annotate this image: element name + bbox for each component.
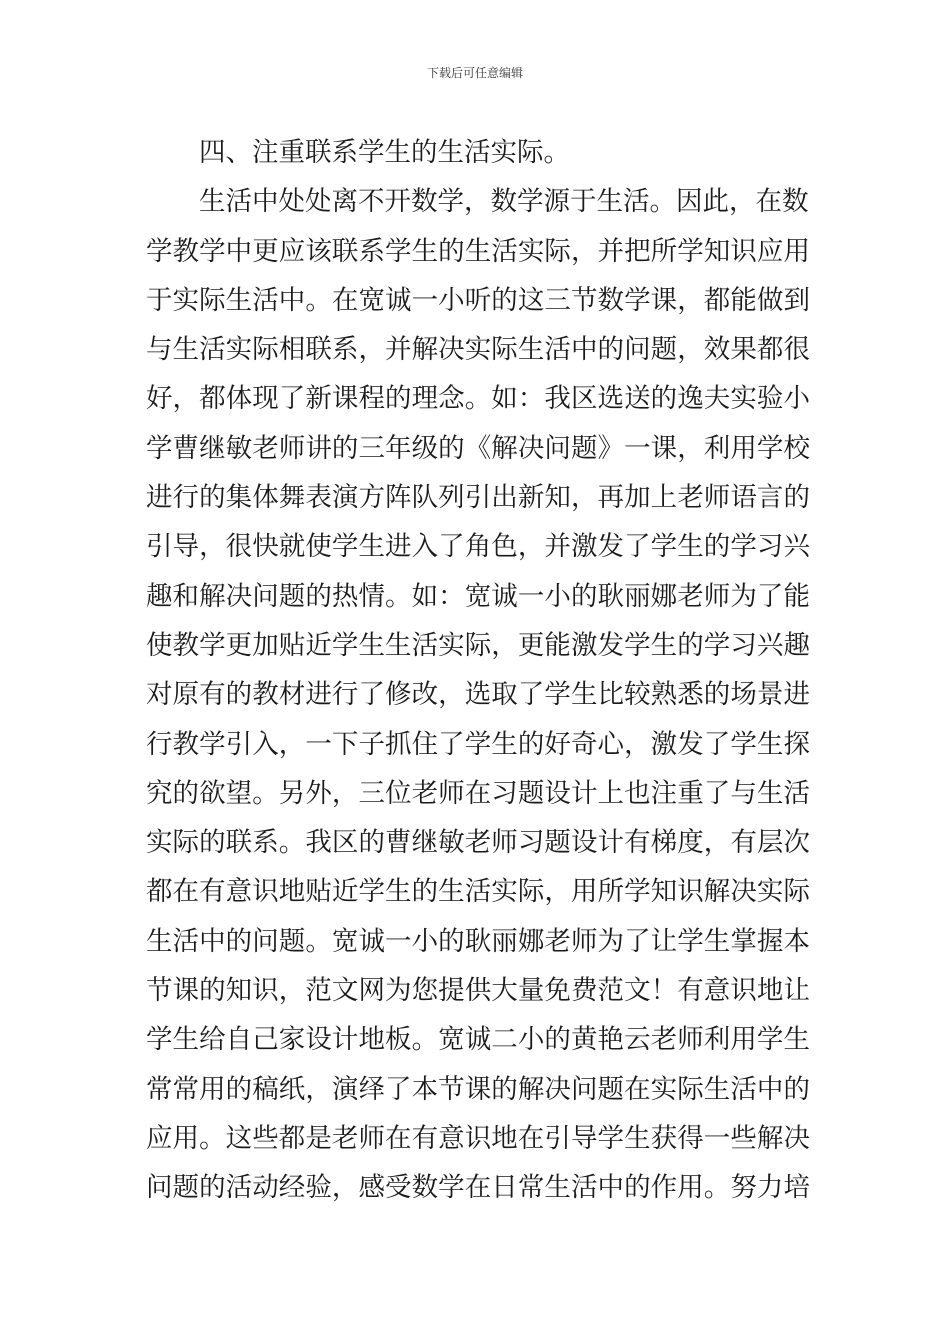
paragraph-line: 对原有的教材进行了修改，选取了学生比较熟悉的场景进: [146, 679, 810, 711]
paragraph-line: 行教学引入，一下子抓住了学生的好奇心，激发了学生探: [146, 728, 810, 760]
paragraph-line: 好，都体现了新课程的理念。如：我区选送的逸夫实验小: [146, 383, 810, 415]
paragraph-line: 问题的活动经验，感受数学在日常生活中的作用。努力培: [146, 1172, 810, 1204]
section-heading: 四、注重联系学生的生活实际。: [199, 137, 570, 168]
paragraph-line: 生活中的问题。宽诚一小的耿丽娜老师为了让学生掌握本: [146, 925, 810, 957]
paragraph-line: 实际的联系。我区的曹继敏老师习题设计有梯度，有层次: [146, 827, 810, 859]
paragraph-line: 节课的知识，范文网为您提供大量免费范文！有意识地让: [146, 975, 810, 1007]
paragraph-line: 学教学中更应该联系学生的生活实际，并把所学知识应用: [146, 235, 810, 267]
paragraph-line: 与生活实际相联系，并解决实际生活中的问题，效果都很: [146, 334, 810, 366]
paragraph-line: 引导，很快就使学生进入了角色，并激发了学生的学习兴: [146, 531, 810, 563]
paragraph-line: 学生给自己家设计地板。宽诚二小的黄艳云老师利用学生: [146, 1024, 810, 1056]
paragraph-line: 常常用的稿纸，演绎了本节课的解决问题在实际生活中的: [146, 1073, 810, 1105]
paragraph-line: 都在有意识地贴近学生的生活实际，用所学知识解决实际: [146, 876, 810, 908]
paragraph-line: 应用。这些都是老师在有意识地在引导学生获得一些解决: [146, 1122, 810, 1154]
paragraph-line: 学曹继敏老师讲的三年级的《解决问题》一课，利用学校: [146, 432, 810, 464]
paragraph-line: 究的欲望。另外，三位老师在习题设计上也注重了与生活: [146, 777, 810, 809]
paragraph-line: 趣和解决问题的热情。如：宽诚一小的耿丽娜老师为了能: [146, 580, 810, 612]
document-body: [146, 128, 810, 1213]
paragraph-line: 使教学更加贴近学生生活实际，更能激发学生的学习兴趣: [146, 629, 810, 661]
paragraph-line: 进行的集体舞表演方阵队列引出新知，再加上老师语言的: [146, 482, 810, 514]
paragraph-line: 生活中处处离不开数学，数学源于生活。因此，在数: [199, 186, 809, 218]
page-header-note: 下载后可任意编辑: [426, 66, 523, 80]
paragraph-line: 于实际生活中。在宽诚一小听的这三节数学课，都能做到: [146, 284, 810, 316]
